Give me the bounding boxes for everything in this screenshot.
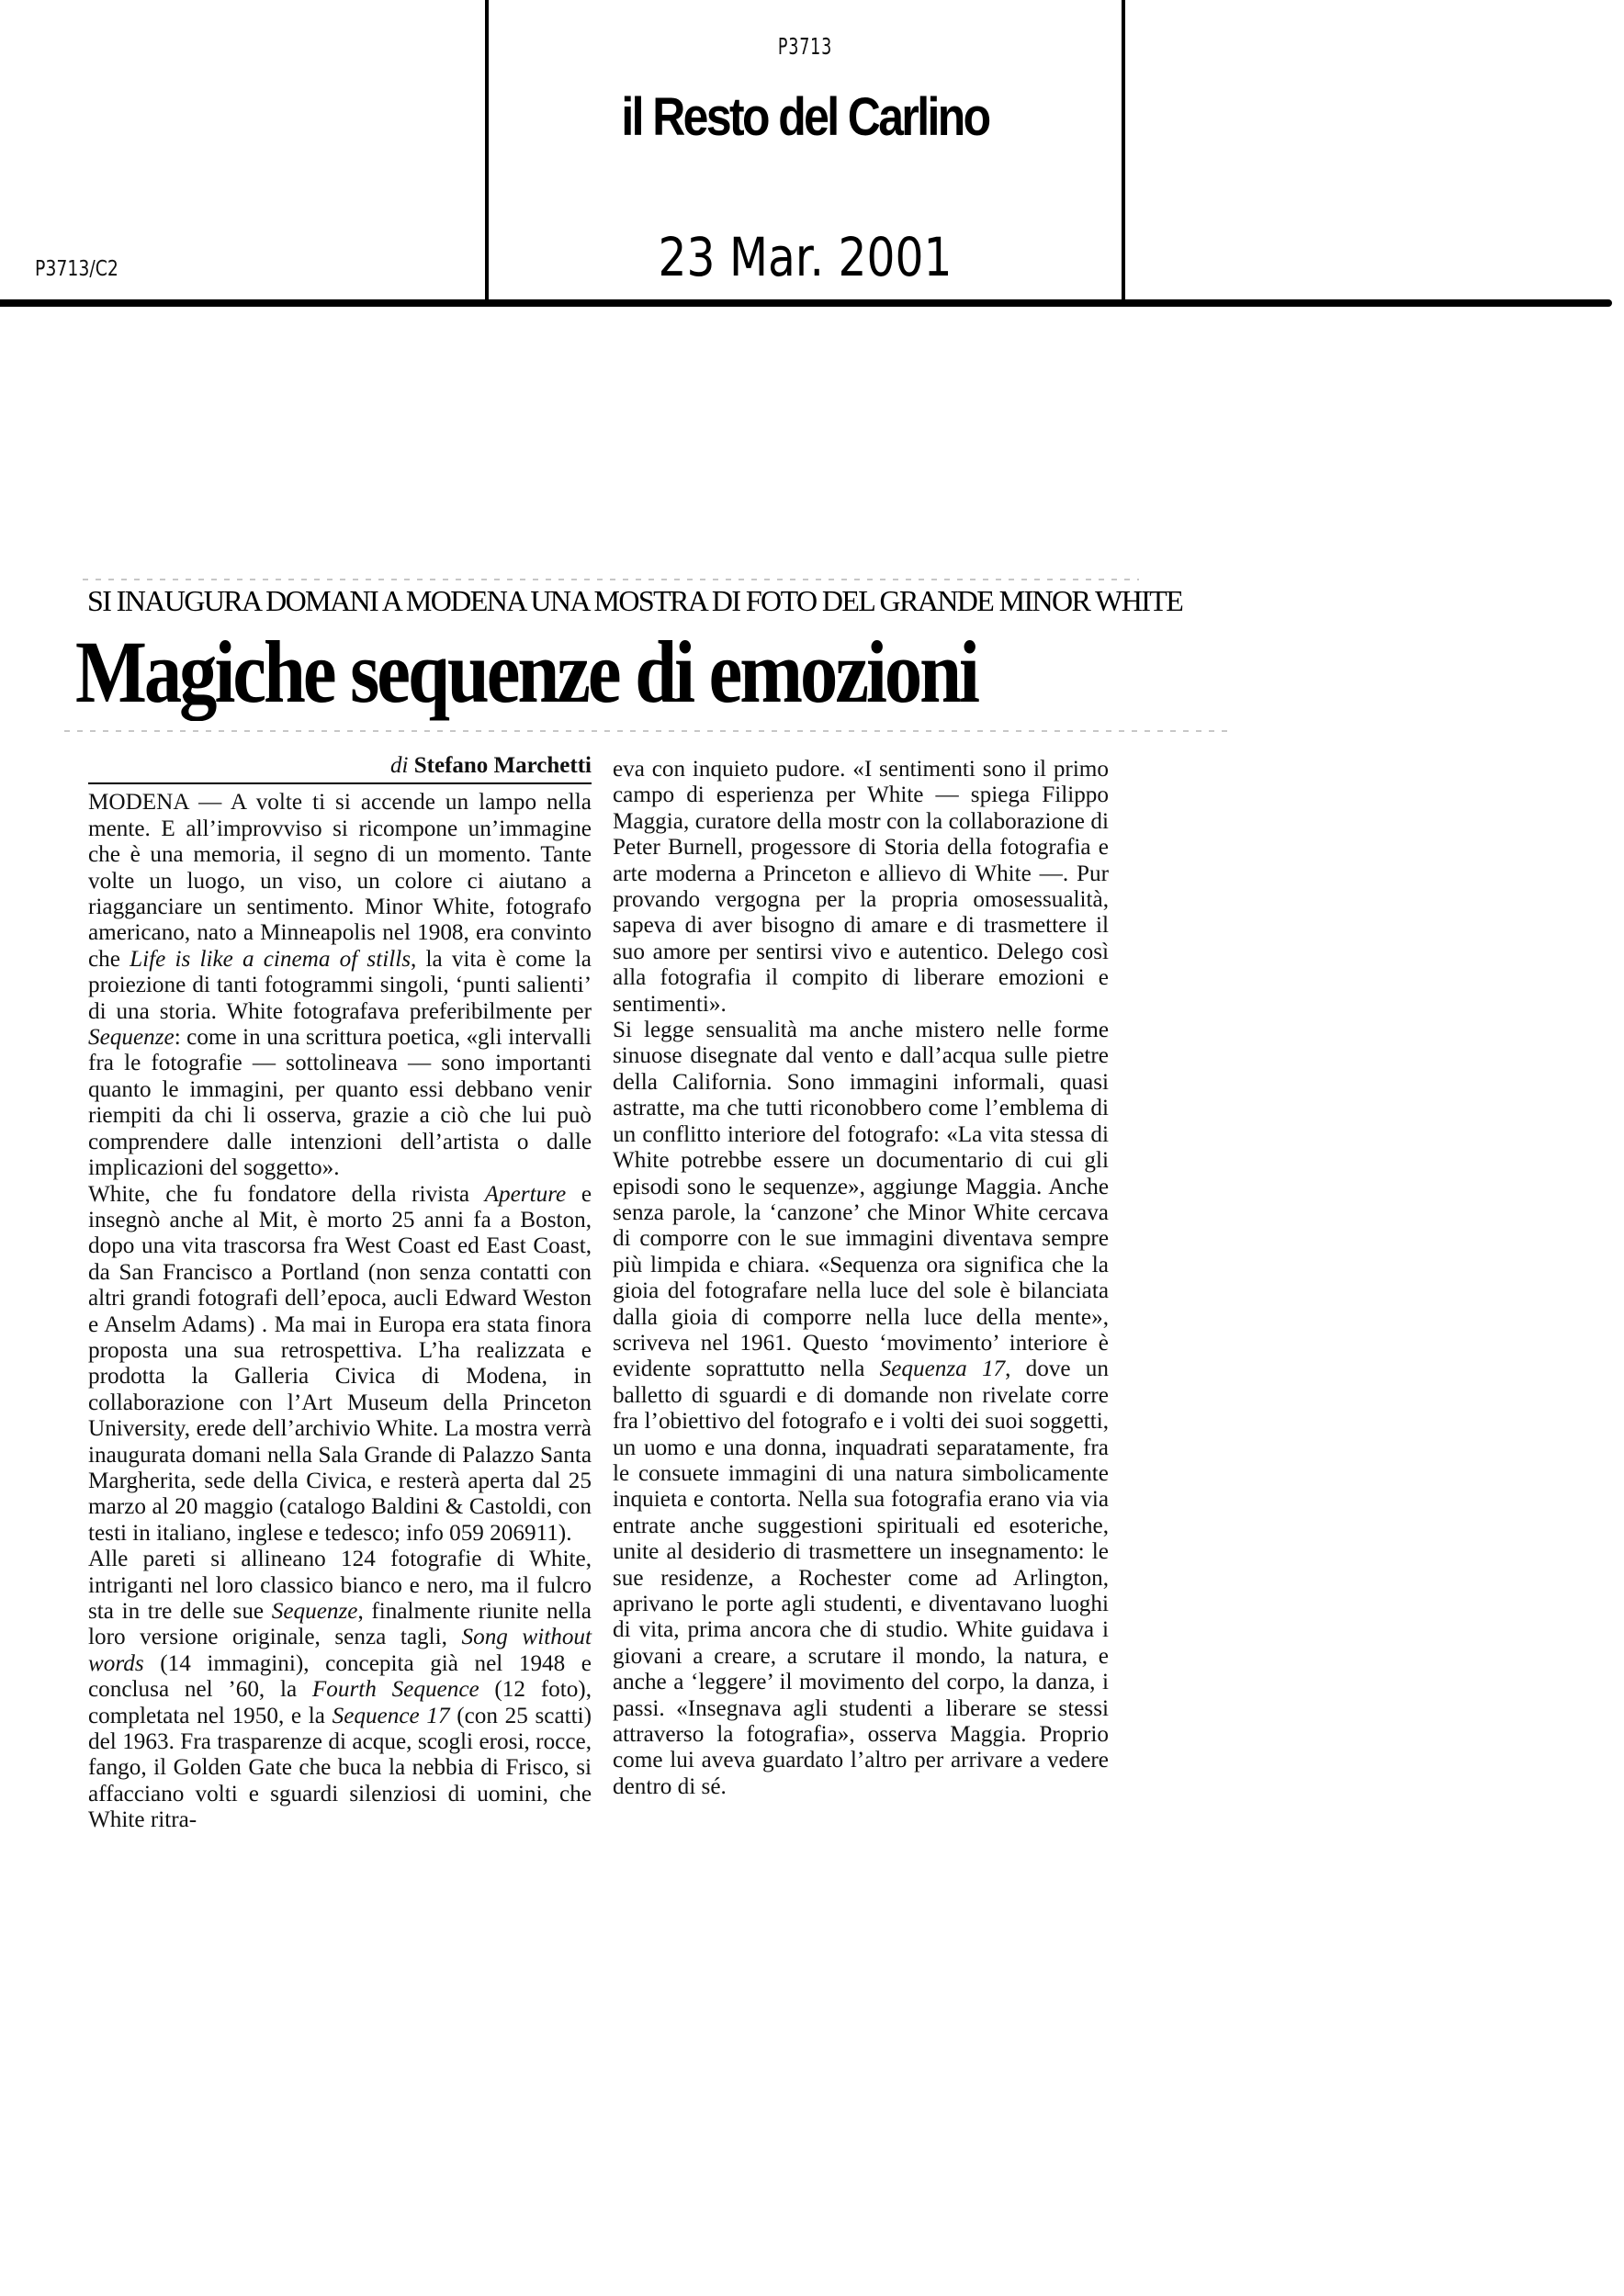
scan-noise-bottom	[64, 730, 1231, 732]
italic-title: Fourth Sequence	[311, 1677, 479, 1703]
scan-noise-top	[83, 579, 1139, 580]
byline-prefix: di	[390, 753, 409, 778]
publication-code: P3713	[777, 33, 833, 60]
article-column-right	[613, 757, 1109, 1800]
text-run: , dove un balletto di sguardi e di domande non rivelate corre fra l’obiettivo del fotografo e i volti dei suoi soggetti, un uomo e una donna, inquadrati separatamente, fra le consuete immagini di una natura simbolicamente inquieta e contorta. Nella sua fotografia erano via via entrate anche suggestioni spirituali ed esoteriche, unite al desiderio di trasmettere un insegnamento: le sue residenze, a Rochester come ad Arlington, aprivano le porte agli studenti, e diventavano luoghi di vita, prima ancora che di studio. White guidava i giovani a creare, a scrutare il mondo, la natura, e anche a ‘leggere’ il movimento del corpo, la danza, i passi. «Insegnava agli studenti a liberare se stessi attraverso la fotografia», osserva Maggia. Proprio come lui aveva guardato l’altro per arrivare a vedere dentro di sé.	[613, 1356, 1109, 1799]
stamp-divider-right	[1122, 0, 1125, 303]
newspaper-masthead: il Resto del Carlino	[621, 87, 989, 147]
italic-title: Sequenze	[271, 1599, 358, 1624]
left-column-body	[88, 790, 592, 1833]
italic-title: Sequence 17	[332, 1703, 450, 1728]
article-column-left	[88, 753, 592, 1834]
text-run: (14 immagini), concepita già nel 1948 e conclusa nel ’60, la	[88, 1650, 592, 1703]
text-run: : come in una scrittura poetica, «gli intervalli fra le fotografie — sottolineava — sono importanti quanto le immagini, per quanto essi debbano venir riempiti da chi li osserva, grazie a ciò che lui può comprendere dalle intenzioni dell’artista o dalle implicazioni del soggetto».	[88, 1025, 592, 1181]
italic-title: Aperture	[484, 1181, 567, 1207]
article-kicker: SI INAUGURA DOMANI A MODENA UNA MOSTRA DI FOTO DEL GRANDE MINOR WHITE	[87, 584, 1183, 617]
article-headline: Magiche sequenze di emozioni	[75, 623, 977, 721]
italic-title: Life is like a cinema of stills	[130, 946, 411, 972]
stamp-bottom-rule	[0, 299, 1612, 307]
text-run: eva con inquieto pudore. «I sentimenti sono il primo campo di esperienza per White — spiega Filippo Maggia, curatore della mostr con la collaborazione di Peter Burnell, progessore di Storia della fotografia e arte moderna a Princeton e allievo di White —. Pur provando vergogna per la propria omosessualità, sapeva di aver bisogno di amare e di trasmettere il suo amore per sentirsi vivo e autentico. Delego così alla fotografia il compito di liberare emozioni e sentimenti».	[613, 757, 1109, 1017]
italic-title: Sequenza 17	[879, 1356, 1006, 1382]
section-code: P3713/C2	[35, 257, 118, 281]
byline	[88, 753, 592, 784]
publication-date: 23 Mar. 2001	[658, 226, 953, 288]
text-run: , finalmente riunite nella loro versione originale, senza tagli,	[88, 1599, 592, 1650]
text-run: White, che fu fondatore della rivista	[88, 1181, 485, 1207]
byline-author: Stefano Marchetti	[413, 753, 592, 778]
article-paragraph	[88, 1547, 592, 1833]
article-paragraph	[88, 790, 592, 1181]
article-paragraph	[88, 1182, 592, 1548]
italic-title: Song without words	[88, 1625, 592, 1676]
article-paragraph	[613, 757, 1109, 1018]
text-run: , la vita è come la proiezione di tanti fotogrammi singoli, ‘punti salienti’ di una storia. White fotografava preferibilmente per	[88, 946, 592, 1024]
text-run: Si legge sensualità ma anche mistero nelle forme sinuose disegnate dal vento e dall’acqua sulle pietre della California. Sono immagini informali, quasi astratte, ma che tutti riconobbero come l’emblema di un conflitto interiore del fotografo: «La vita stessa di White potrebbe essere un documentario di cui gli episodi sono le sequenze», aggiunge Maggia. Anche senza parole, la ‘canzone’ che Minor White cercava di comporre con le sue immagini diventava sempre più limpida e chiara. «Sequenza ora significa che la gioia del fotografare nella luce del sole è bilanciata dalla gioia di comporre nella luce della mente», scriveva nel 1961. Questo ‘movimento’ interiore è evidente soprattutto nella	[613, 1018, 1109, 1382]
right-column-body	[613, 757, 1109, 1800]
stamp-divider-left	[485, 0, 489, 303]
text-run: e insegnò anche al Mit, è morto 25 anni fa a Boston, dopo una vita trascorsa fra West Coast ed East Coast, da San Francisco a Portland (non senza contatti con altri grandi fotografi dell’epoca, aucli Edward Weston e Anselm Adams) . Ma mai in Europa era stata finora proposta una sua retrospettiva. L’ha realizzata e prodotta la Galleria Civica di Modena, in collaborazione con l’Art Museum della Princeton University, erede dell’archivio White. La mostra verrà inaugurata domani nella Sala Grande di Palazzo Santa Margherita, sede della Civica, e resterà aperta dal 25 marzo al 20 maggio (catalogo Baldini & Castoldi, con testi in italiano, inglese e tedesco; info 059 206911).	[88, 1181, 592, 1546]
text-run: (12 foto), completata nel 1950, e la	[88, 1677, 592, 1728]
text-run: MODENA — A volte ti si accende un lampo nella mente. E all’improvviso si ricompone un’immagine che è una memoria, il segno di un momento. Tante volte un luogo, un viso, un colore ci aiutano a riagganciare un sentimento. Minor White, fotografo americano, nato a Minneapolis nel 1908, era convinto che	[88, 790, 592, 972]
article-paragraph	[613, 1018, 1109, 1800]
italic-title: Sequenze	[88, 1025, 175, 1051]
text-run: (con 25 scatti) del 1963. Fra trasparenze di acque, scogli erosi, rocce, fango, il Golden Gate che buca la nebbia di Frisco, si affacciano volti e sguardi silenziosi di uomini, che White ritra-	[88, 1703, 592, 1833]
text-run: Alle pareti si allineano 124 fotografie di White, intriganti nel loro classico bianco e nero, ma il fulcro sta in tre delle sue	[88, 1547, 592, 1624]
